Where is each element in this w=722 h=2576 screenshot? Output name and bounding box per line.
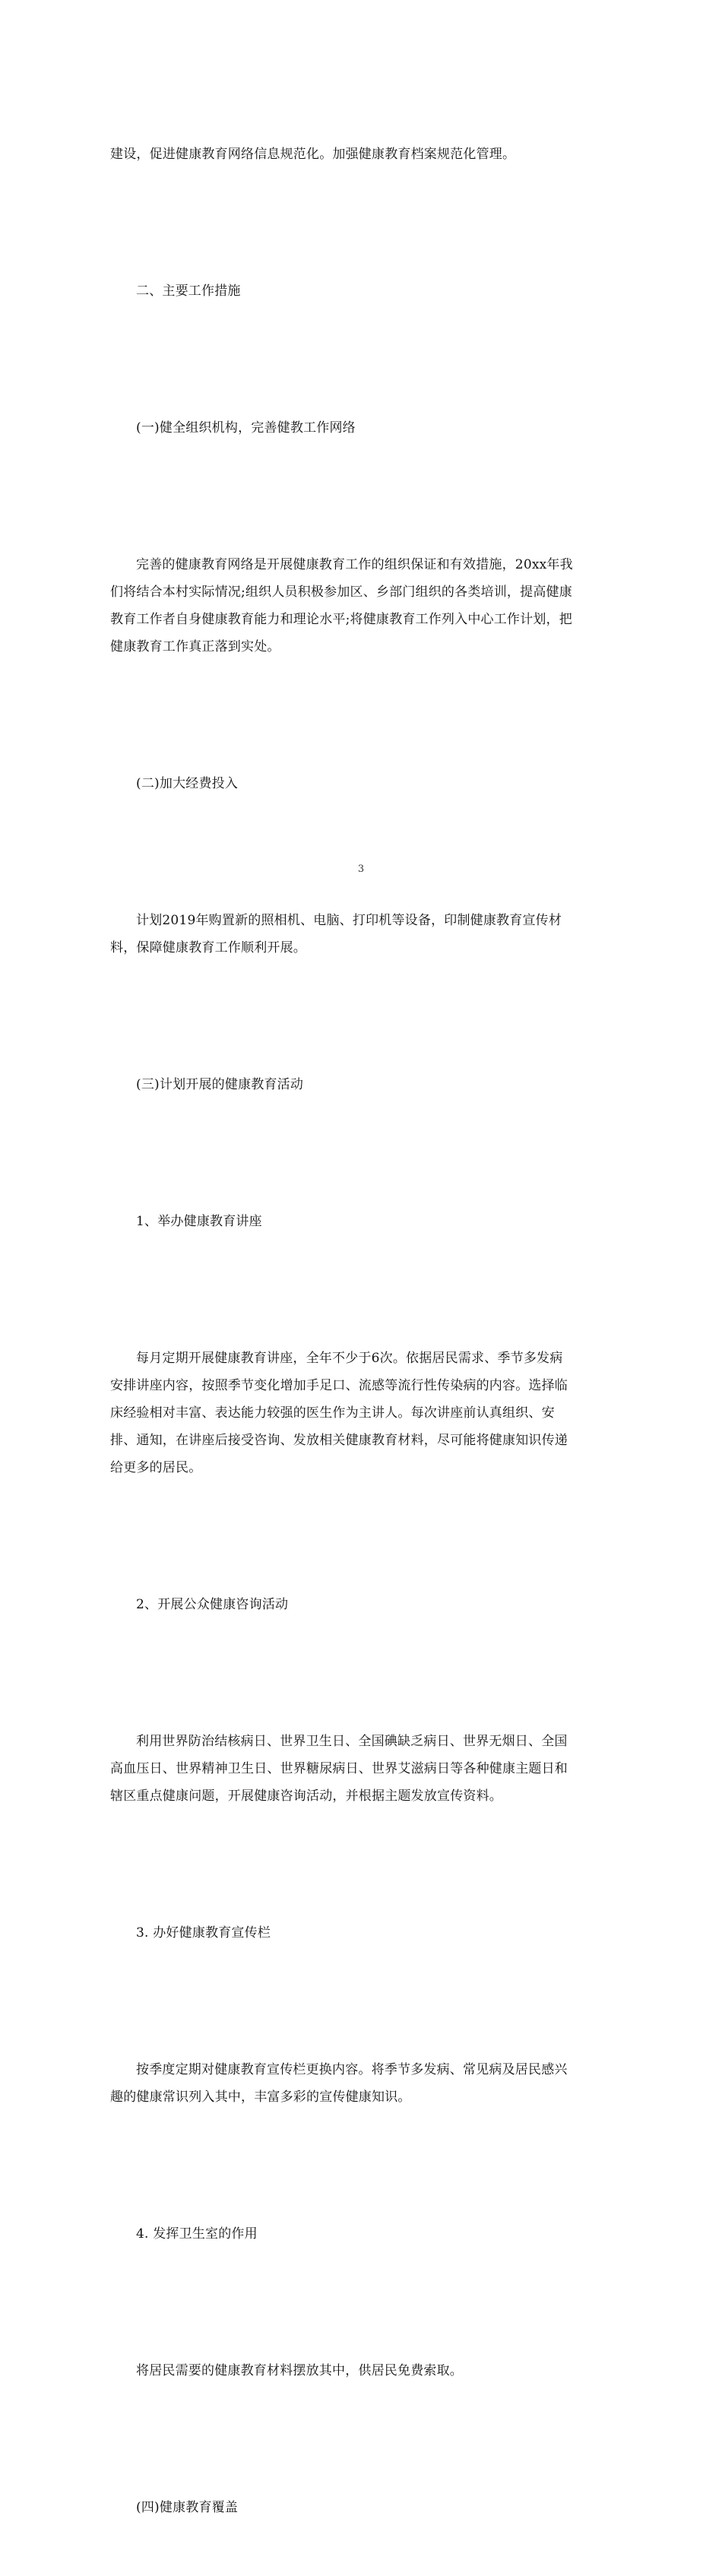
subheading-organization — [110, 360, 616, 496]
item-heading-lectures — [110, 1153, 616, 1290]
subheading-coverage — [110, 2439, 616, 2576]
heading-text: (三)计划开展的健康教育活动 — [136, 1077, 304, 1092]
document-body — [110, 86, 616, 2576]
text-line: 完善的健康教育网络是开展健康教育工作的组织保证和有效措施，20xx年我 — [136, 557, 573, 572]
paragraph-bulletin — [110, 2001, 616, 2166]
page-number: 3 — [357, 863, 365, 875]
text-line: 按季度定期对健康教育宣传栏更换内容。将季节多发病、常见病及居民感兴 — [136, 2062, 568, 2077]
paragraph-funding — [110, 852, 616, 1016]
heading-text: 3. 办好健康教育宣传栏 — [136, 1925, 271, 1941]
heading-text: (一)健全组织机构，完善健教工作网络 — [136, 420, 356, 436]
subheading-funding — [110, 715, 616, 852]
paragraph-network — [110, 496, 616, 715]
heading-text: 1、举办健康教育讲座 — [136, 1214, 262, 1229]
text-line: 安排讲座内容，按照季节变化增加手足口、流感等流行性传染病的内容。选择临 — [110, 1378, 568, 1393]
text-line: 辖区重点健康问题，开展健康咨询活动，并根据主题发放宣传资料。 — [110, 1789, 502, 1804]
item-heading-clinic — [110, 2166, 616, 2302]
heading-text: 4. 发挥卫生室的作用 — [136, 2226, 258, 2242]
text-line: 将居民需要的健康教育材料摆放其中，供居民免费索取。 — [136, 2363, 463, 2378]
text-line: 健康教育工作真正落到实处。 — [110, 639, 280, 654]
heading-text: (四)健康教育覆盖 — [136, 2500, 239, 2515]
subheading-activities — [110, 1016, 616, 1153]
text-line: 每月定期开展健康教育讲座，全年不少于6次。依据居民需求、季节多发病 — [136, 1351, 563, 1366]
text-line: 建设，促进健康教育网络信息规范化。加强健康教育档案规范化管理。 — [110, 147, 516, 162]
text-line: 计划2019年购置新的照相机、电脑、打印机等设备，印制健康教育宣传材 — [136, 913, 562, 928]
item-heading-consultation — [110, 1536, 616, 1673]
text-line: 床经验相对丰富、表达能力较强的医生作为主讲人。每次讲座前认真组织、安 — [110, 1405, 555, 1421]
paragraph-consultation — [110, 1673, 616, 1865]
text-line: 高血压日、世界精神卫生日、世界糖尿病日、世界艾滋病日等各种健康主题日和 — [110, 1761, 568, 1776]
text-line: 排、通知，在讲座后接受咨询、发放相关健康教育材料，尽可能将健康知识传递 — [110, 1433, 568, 1448]
item-heading-bulletin — [110, 1865, 616, 2001]
text-line: 利用世界防治结核病日、世界卫生日、全国碘缺乏病日、世界无烟日、全国 — [136, 1734, 568, 1749]
text-line: 趣的健康常识列入其中，丰富多彩的宣传健康知识。 — [110, 2090, 411, 2105]
text-line: 给更多的居民。 — [110, 1460, 202, 1475]
heading-text: 2、开展公众健康咨询活动 — [136, 1597, 289, 1612]
text-line: 教育工作者自身健康教育能力和理论水平;将健康教育工作列入中心工作计划，把 — [110, 612, 572, 627]
paragraph-lectures — [110, 1290, 616, 1536]
section-heading-main-measures — [110, 223, 616, 360]
text-line: 们将结合本村实际情况;组织人员积极参加区、乡部门组织的各类培训，提高健康 — [110, 585, 572, 600]
paragraph-clinic — [110, 2302, 616, 2439]
heading-text: 二、主要工作措施 — [136, 284, 241, 299]
text-line: 料，保障健康教育工作顺利开展。 — [110, 940, 306, 955]
heading-text: (二)加大经费投入 — [136, 776, 239, 791]
paragraph-continuation — [110, 86, 616, 223]
